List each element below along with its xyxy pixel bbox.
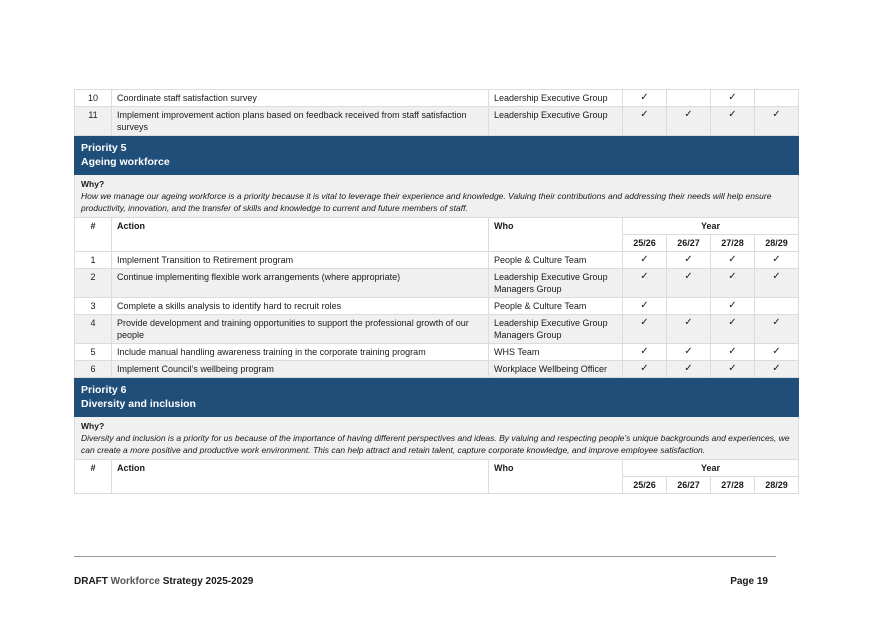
year-check: ✓: [667, 107, 711, 136]
who-cell: People & Culture Team: [489, 252, 623, 269]
year-check: ✓: [667, 361, 711, 378]
year-check: ✓: [755, 344, 799, 361]
table-row: [75, 90, 799, 107]
priority-6-banner: [75, 378, 799, 417]
year-check: ✓: [711, 90, 755, 107]
year-check: ✓: [667, 344, 711, 361]
header-year: Year: [623, 460, 799, 477]
year-check: ✓: [755, 252, 799, 269]
action-cell: Provide development and training opportunities to support the professional growth of our people: [112, 315, 489, 344]
who-cell: Leadership Executive Group: [489, 90, 623, 107]
year-check: ✓: [623, 361, 667, 378]
year-check: ✓: [711, 315, 755, 344]
header-year-4: 28/29: [755, 477, 799, 494]
year-check: ✓: [623, 90, 667, 107]
who-cell: Leadership Executive Group Managers Group: [489, 269, 623, 298]
priority-5-banner: [75, 136, 799, 175]
header-year-2: 26/27: [667, 235, 711, 252]
action-cell: Continue implementing flexible work arrangements (where appropriate): [112, 269, 489, 298]
year-check: ✓: [667, 315, 711, 344]
year-check: ✓: [755, 315, 799, 344]
year-check: ✓: [711, 361, 755, 378]
footer-brand: Workforce: [110, 576, 160, 587]
year-check: ✓: [711, 344, 755, 361]
table-row: [75, 107, 799, 136]
action-cell: Include manual handling awareness training in the corporate training program: [112, 344, 489, 361]
why-text: How we manage our ageing workforce is a priority because it is vital to leverage their experience and knowledge. Valuing their contributions and addressing their needs will help ensure productivity, innovation, and the transfer of skills and knowledge to current and future members of staff.: [81, 191, 772, 213]
header-action: Action: [112, 460, 489, 494]
table-row: [75, 298, 799, 315]
why-text: Diversity and inclusion is a priority for us because of the importance of having different perspectives and ideas. By valuing and respecting people’s unique backgrounds and experiences, we can create a more positive and productive work environment. This can help attract and retain talent, capture corporate knowledge, and improve employee satisfaction.: [81, 433, 790, 455]
year-check: [755, 298, 799, 315]
year-check: ✓: [623, 315, 667, 344]
action-cell: Coordinate staff satisfaction survey: [112, 90, 489, 107]
row-number: 11: [75, 107, 112, 136]
year-check: ✓: [623, 107, 667, 136]
header-year-4: 28/29: [755, 235, 799, 252]
year-check: ✓: [711, 269, 755, 298]
header-year-1: 25/26: [623, 235, 667, 252]
table-row: [75, 361, 799, 378]
row-number: 5: [75, 344, 112, 361]
table-header-row: [75, 460, 799, 477]
year-check: [667, 90, 711, 107]
table-row: [75, 269, 799, 298]
who-cell: People & Culture Team: [489, 298, 623, 315]
year-check: ✓: [711, 252, 755, 269]
year-check: ✓: [623, 269, 667, 298]
year-check: ✓: [755, 269, 799, 298]
header-year-3: 27/28: [711, 477, 755, 494]
header-year: Year: [623, 218, 799, 235]
priority-title: Diversity and inclusion: [81, 398, 196, 410]
row-number: 4: [75, 315, 112, 344]
footer-document-title: [74, 576, 253, 587]
year-check: [667, 298, 711, 315]
year-check: ✓: [667, 269, 711, 298]
year-check: ✓: [623, 252, 667, 269]
why-label: Why?: [81, 421, 105, 431]
action-cell: Implement Council’s wellbeing program: [112, 361, 489, 378]
workforce-strategy-table-page: [74, 89, 798, 494]
row-number: 2: [75, 269, 112, 298]
header-who: Who: [489, 460, 623, 494]
row-number: 3: [75, 298, 112, 315]
year-check: ✓: [623, 344, 667, 361]
row-number: 1: [75, 252, 112, 269]
who-cell: Leadership Executive Group: [489, 107, 623, 136]
year-check: ✓: [755, 107, 799, 136]
priority-number: Priority 6: [81, 384, 127, 396]
header-who: Who: [489, 218, 623, 252]
who-cell: Workplace Wellbeing Officer: [489, 361, 623, 378]
priority-number: Priority 5: [81, 142, 127, 154]
header-number: #: [75, 218, 112, 252]
table-row: [75, 315, 799, 344]
header-year-1: 25/26: [623, 477, 667, 494]
action-cell: Implement Transition to Retirement program: [112, 252, 489, 269]
page-number: Page 19: [730, 576, 768, 587]
footer-draft: DRAFT: [74, 576, 108, 587]
year-check: [755, 90, 799, 107]
priority-6-why: [75, 417, 799, 460]
header-action: Action: [112, 218, 489, 252]
priority-title: Ageing workforce: [81, 156, 170, 168]
who-cell: Leadership Executive Group Managers Group: [489, 315, 623, 344]
year-check: ✓: [623, 298, 667, 315]
year-check: ✓: [755, 361, 799, 378]
who-cell: WHS Team: [489, 344, 623, 361]
row-number: 6: [75, 361, 112, 378]
table-row: [75, 252, 799, 269]
table-header-row: [75, 218, 799, 235]
why-label: Why?: [81, 179, 105, 189]
footer-title: Strategy 2025-2029: [162, 576, 254, 587]
year-check: ✓: [711, 298, 755, 315]
header-year-3: 27/28: [711, 235, 755, 252]
action-plan-table: [74, 89, 799, 494]
header-number: #: [75, 460, 112, 494]
header-year-2: 26/27: [667, 477, 711, 494]
table-row: [75, 344, 799, 361]
year-check: ✓: [711, 107, 755, 136]
action-cell: Complete a skills analysis to identify hard to recruit roles: [112, 298, 489, 315]
row-number: 10: [75, 90, 112, 107]
priority-5-why: [75, 175, 799, 218]
action-cell: Implement improvement action plans based on feedback received from staff satisfaction surveys: [112, 107, 489, 136]
footer-divider: [74, 556, 776, 557]
year-check: ✓: [667, 252, 711, 269]
